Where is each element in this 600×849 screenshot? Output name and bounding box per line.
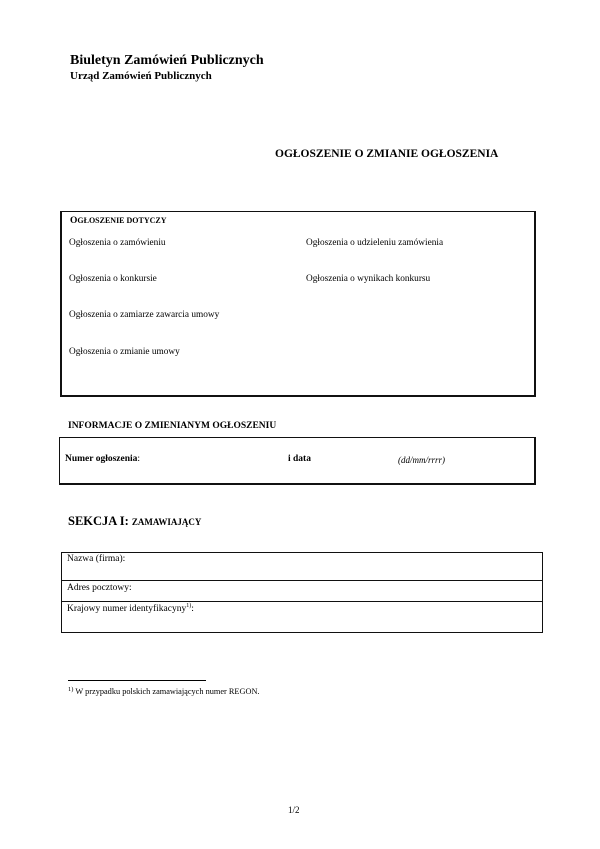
heading-initial: O (70, 216, 78, 226)
notice-number-colon: : (137, 454, 141, 464)
national-id-row[interactable] (62, 602, 542, 632)
option-contract-modification[interactable]: Ogłoszenia o zmianie umowy (69, 347, 180, 357)
notice-date-field[interactable]: (dd/mm/rrrr) (398, 455, 446, 465)
publisher-name: Urząd Zamówień Publicznych (70, 70, 212, 82)
section-1-title-small: ZAMAWIAJĄCY (131, 517, 202, 527)
notice-date-label: i data (288, 454, 311, 464)
page-number: 1/2 (288, 805, 300, 815)
national-id-label (67, 603, 194, 614)
option-intent-to-contract[interactable]: Ogłoszenia o zamiarze zawarcia umowy (69, 310, 220, 320)
notice-concerns-heading (70, 216, 167, 226)
national-id-text: Krajowy numer identyfikacyny (67, 604, 187, 615)
option-contest-results[interactable]: Ogłoszenia o wynikach konkursu (306, 274, 431, 284)
address-row[interactable] (62, 582, 542, 602)
footnote (68, 686, 260, 696)
section-1-title (68, 514, 201, 529)
name-label: Nazwa (firma): (67, 554, 126, 564)
publication-title: Biuletyn Zamówień Publicznych (70, 53, 264, 68)
option-contract-notice[interactable]: Ogłoszenia o zamówieniu (69, 238, 166, 248)
section-1-title-main: SEKCJA I: (68, 514, 132, 528)
heading-rest: GŁOSZENIE DOTYCZY (77, 216, 167, 225)
changed-notice-heading: INFORMACJE O ZMIENIANYM OGŁOSZENIU (68, 421, 277, 431)
footnote-ref: 1) (186, 603, 192, 609)
address-label: Adres pocztowy: (67, 582, 132, 593)
notice-number-label: Numer ogłoszenia (65, 454, 138, 464)
footnote-text: W przypadku polskich zamawiających numer REGON. (73, 687, 260, 696)
contracting-authority-box (61, 552, 543, 633)
notice-concerns-box (60, 211, 536, 397)
name-row[interactable] (62, 553, 542, 581)
footnote-separator (68, 680, 206, 681)
document-title: OGŁOSZENIE O ZMIANIE OGŁOSZENIA (275, 148, 499, 160)
national-id-colon: : (191, 604, 194, 615)
option-contest-notice[interactable]: Ogłoszenia o konkursie (69, 274, 157, 284)
option-award-notice[interactable]: Ogłoszenia o udzieleniu zamówienia (306, 238, 444, 248)
footnote-marker: 1) (68, 686, 74, 693)
notice-number-field[interactable] (65, 454, 140, 464)
changed-notice-box (59, 437, 536, 485)
